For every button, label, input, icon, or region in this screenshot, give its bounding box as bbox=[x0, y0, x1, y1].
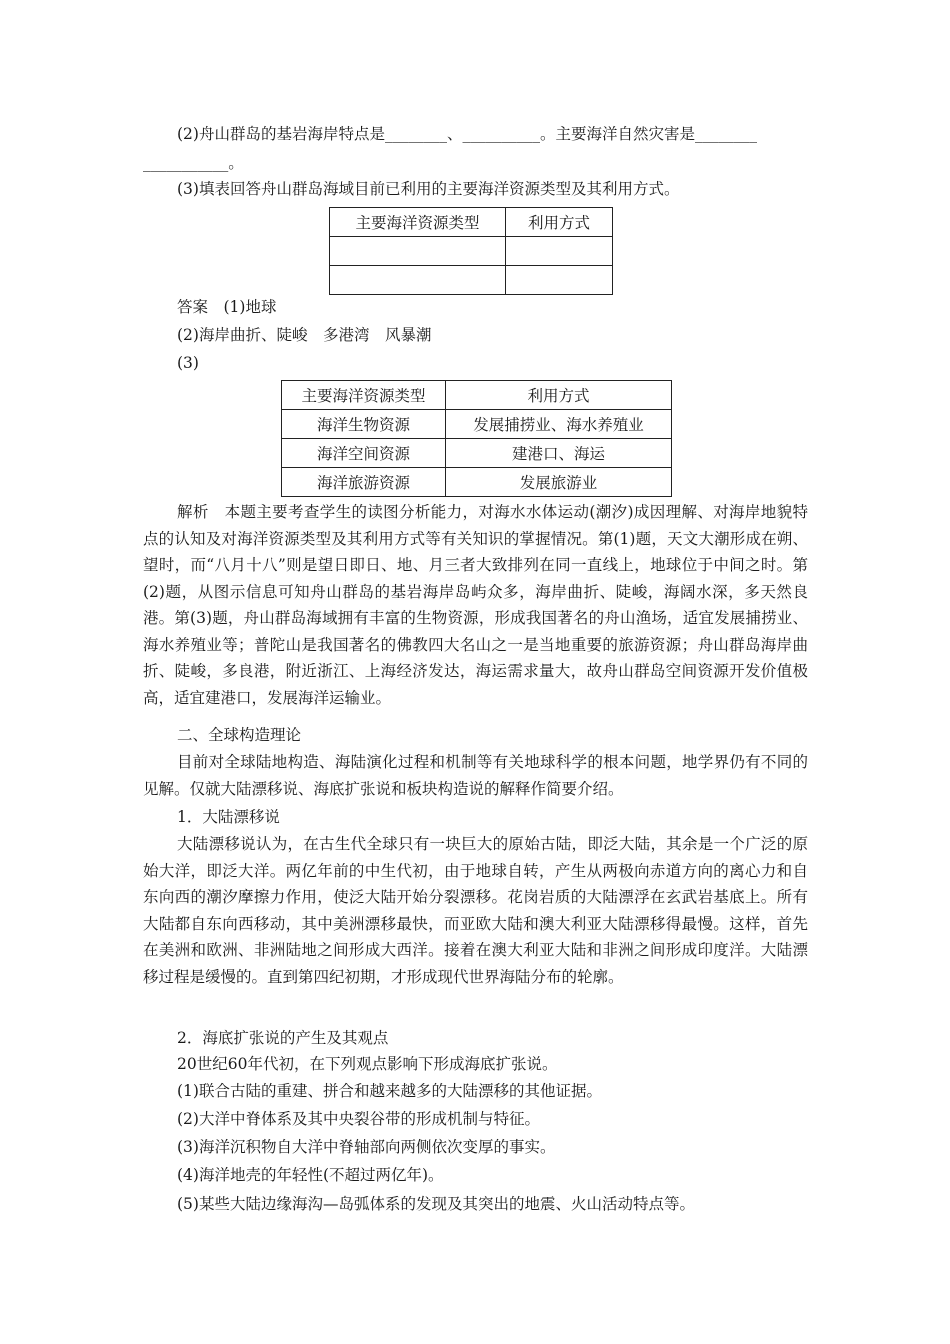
table-cell: 发展旅游业 bbox=[446, 468, 672, 497]
continental-drift-paragraph: 大陆漂移说认为，在古生代全球只有一块巨大的原始古陆，即泛大陆，其余是一个广泛的原始大洋，即泛大洋。两亿年前的中生代初，由于地球自转，产生从两极向赤道方向的离心力和自东向西的潮汐摩擦力作用，使泛大陆开始分裂漂移。花岗岩质的大陆漂浮在玄武岩基底上。所有大陆都自东向西移动，其中美洲漂移最快，而亚欧大陆和澳大利亚大陆漂移得最慢。这样，首先在美洲和欧洲、非洲陆地之间形成大西洋。接着在澳大利亚大陆和非洲之间形成印度洋。大陆漂移过程是缓慢的。直到第四纪初期，才形成现代世界海陆分布的轮廓。 bbox=[143, 835, 808, 986]
table-cell bbox=[506, 237, 613, 266]
table-header-cell: 利用方式 bbox=[506, 208, 613, 237]
list-item: (1)联合古陆的重建、拼合和越来越多的大陆漂移的其他证据。 bbox=[177, 1082, 602, 1100]
answer-2: (2)海岸曲折、陡峻 多港湾 风暴潮 bbox=[177, 326, 432, 344]
table-cell bbox=[330, 237, 506, 266]
analysis-paragraph: 解析 本题主要考查学生的读图分析能力，对海水水体运动(潮汐)成因理解、对海岸地貌特点的认知及对海洋资源类型及其利用方式等有关知识的掌握情况。第(1)题，天文大潮形成在朔、望时，而“八月十八”则是望日即日、地、月三者大致排列在同一直线上，地球位于中间之时。第(2)题，从图示信息可知舟山群岛的基岩海岸岛屿众多，海岸曲折、陡峻，海阔水深，多天然良港。第(3)题，舟山群岛海域拥有丰富的生物资源，形成我国著名的舟山渔场，适宜发展捕捞业、海水养殖业等；普陀山是我国著名的佛教四大名山之一是当地重要的旅游资源；舟山群岛海岸曲折、陡峻，多良港，附近浙江、上海经济发达，海运需求量大，故舟山群岛空间资源开发价值极高，适宜建港口，发展海洋运输业。 bbox=[143, 503, 808, 707]
subsection-1-heading: 1．大陆漂移说 bbox=[177, 808, 280, 826]
table-cell bbox=[330, 266, 506, 295]
list-item: (4)海洋地壳的年轻性(不超过两亿年)。 bbox=[177, 1166, 444, 1184]
table-cell: 海洋生物资源 bbox=[282, 410, 446, 439]
table-cell: 海洋空间资源 bbox=[282, 439, 446, 468]
subsection-2-heading: 2．海底扩张说的产生及其观点 bbox=[177, 1029, 389, 1047]
table-header-row bbox=[330, 208, 613, 237]
question-2-line-1: (2)舟山群岛的基岩海岸特点是________、__________。主要海洋自然灾害是________ bbox=[177, 125, 757, 143]
table-row bbox=[330, 237, 613, 266]
table-header-cell: 利用方式 bbox=[446, 381, 672, 410]
list-item: (2)大洋中脊体系及其中央裂谷带的形成机制与特征。 bbox=[177, 1110, 540, 1128]
subsection-2-intro: 20世纪60年代初，在下列观点影响下形成海底扩张说。 bbox=[177, 1055, 558, 1073]
table-row bbox=[282, 410, 672, 439]
table-row bbox=[330, 266, 613, 295]
table-cell: 发展捕捞业、海水养殖业 bbox=[446, 410, 672, 439]
answer-1: 答案 (1)地球 bbox=[177, 298, 277, 316]
blank-answer-table bbox=[329, 207, 613, 295]
question-2-line-2: ___________。 bbox=[143, 154, 244, 172]
table-row bbox=[282, 439, 672, 468]
section-2-heading: 二、全球构造理论 bbox=[177, 726, 302, 744]
list-item: (5)某些大陆边缘海沟—岛弧体系的发现及其突出的地震、火山活动特点等。 bbox=[177, 1195, 695, 1213]
table-row bbox=[282, 468, 672, 497]
table-cell: 海洋旅游资源 bbox=[282, 468, 446, 497]
answer-3-label: (3) bbox=[177, 354, 199, 372]
table-cell: 建港口、海运 bbox=[446, 439, 672, 468]
table-cell bbox=[506, 266, 613, 295]
table-header-cell: 主要海洋资源类型 bbox=[282, 381, 446, 410]
section-2-intro: 目前对全球陆地构造、海陆演化过程和机制等有关地球科学的根本问题，地学界仍有不同的见解。仅就大陆漂移说、海底扩张说和板块构造说的解释作简要介绍。 bbox=[143, 753, 808, 798]
answer-table bbox=[281, 380, 672, 497]
table-header-cell: 主要海洋资源类型 bbox=[330, 208, 506, 237]
list-item: (3)海洋沉积物自大洋中脊轴部向两侧依次变厚的事实。 bbox=[177, 1138, 556, 1156]
question-3: (3)填表回答舟山群岛海域目前已利用的主要海洋资源类型及其利用方式。 bbox=[177, 180, 680, 198]
table-header-row bbox=[282, 381, 672, 410]
